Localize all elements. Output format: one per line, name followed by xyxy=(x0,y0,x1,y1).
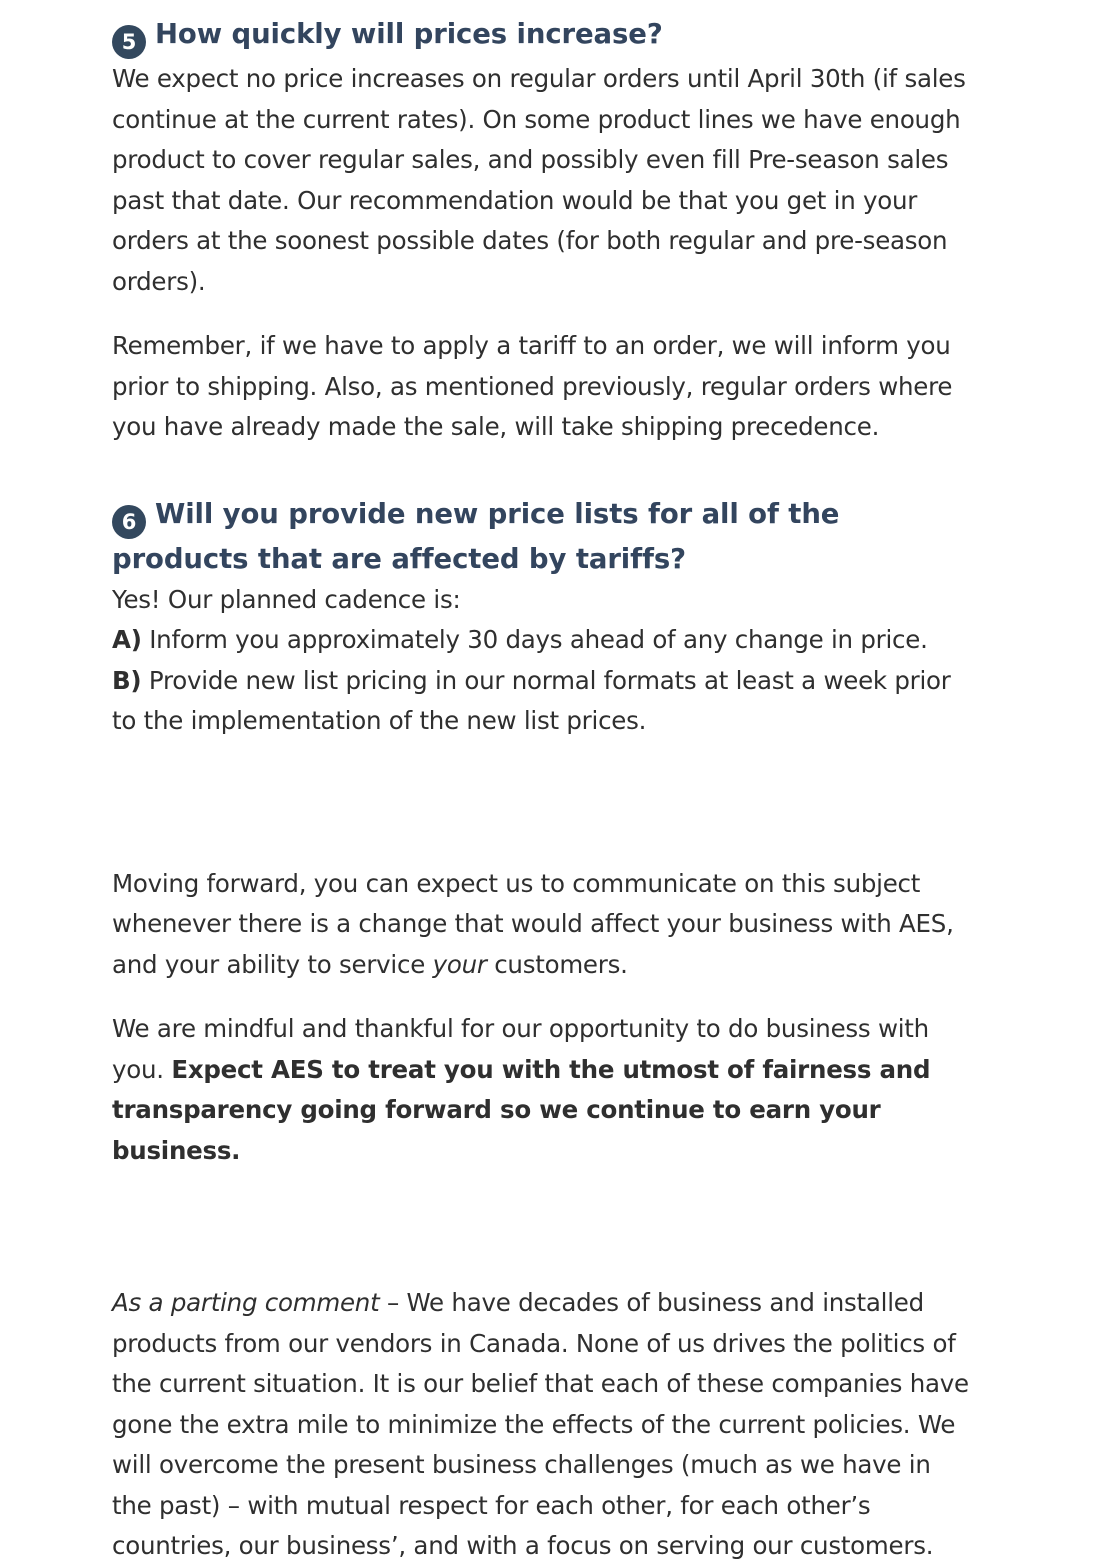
closing-paragraph-1-lead: Moving forward, you can expect us to communicate on this subject whenever there is a change that would affect your business with AES, and your ability to service xyxy=(112,868,954,979)
question-6-heading-text: Will you provide new price lists for all of the products that are affected by tariffs? xyxy=(112,497,840,575)
closing-paragraph-2-lead: We are mindful and thankful for our opportunity to do business with you. xyxy=(112,1014,929,1084)
question-6-list-item-a xyxy=(112,620,970,661)
closing-paragraph-2-emphasis: Expect AES to treat you with the utmost of fairness and transparency going forward so we continue to earn your business. xyxy=(112,1054,931,1165)
paragraph-spacer-2 xyxy=(112,985,970,1009)
closing-paragraph-1-tail: customers. xyxy=(486,949,628,979)
list-text-a: Inform you approximately 30 days ahead of any change in price. xyxy=(141,625,928,654)
closing-paragraph-1 xyxy=(112,864,970,986)
question-6-heading xyxy=(112,494,970,580)
list-marker-b: B) xyxy=(112,665,142,695)
question-number-badge-6: 6 xyxy=(112,505,146,539)
large-spacer-2 xyxy=(112,1171,970,1283)
section-spacer-6 xyxy=(112,448,970,494)
question-6-intro: Yes! Our planned cadence is: xyxy=(112,584,461,614)
parting-comment-body: – We have decades of business and installed products from our vendors in Canada. None of us drives the politics of the current situation. It is our belief that each of these companies have gone the extra mile to minimize the effects of the current policies. We will overcome the present business challenges (much as we have in the past) – with mutual respect for each other, for each other’s countries, our business’, and with a focus on serving our customers. xyxy=(112,1288,969,1560)
closing-paragraph-2 xyxy=(112,1009,970,1171)
list-marker-a: A) xyxy=(112,625,142,654)
question-number-badge-5: 5 xyxy=(112,25,146,59)
question-5-paragraph-2: Remember, if we have to apply a tariff to an order, we will inform you prior to shipping. Also, as mentioned previously, regular orders where you have already made the sale, will take shipping precedence. xyxy=(112,331,953,441)
paragraph-spacer-1 xyxy=(112,302,970,326)
large-spacer-1 xyxy=(112,742,970,864)
list-text-b: Provide new list pricing in our normal formats at least a week prior to the implementation of the new list prices. xyxy=(112,665,951,735)
parting-comment-paragraph xyxy=(112,1283,970,1567)
spacer-top xyxy=(112,0,970,14)
document-content xyxy=(112,0,970,1567)
closing-paragraph-1-emphasis: your xyxy=(432,949,487,979)
question-5-heading xyxy=(112,14,970,59)
question-5-paragraph-1: We expect no price increases on regular orders until April 30th (if sales continue at the current rates). On some product lines we have enough product to cover regular sales, and possibly even fill Pre-season sales past that date. Our recommendation would be that you get in your orders at the soonest possible dates (for both regular and pre-season orders). xyxy=(112,64,966,296)
question-6-list-item-b xyxy=(112,661,970,742)
question-5-heading-text: How quickly will prices increase? xyxy=(155,18,663,50)
parting-comment-lead: As a parting comment xyxy=(112,1288,380,1317)
